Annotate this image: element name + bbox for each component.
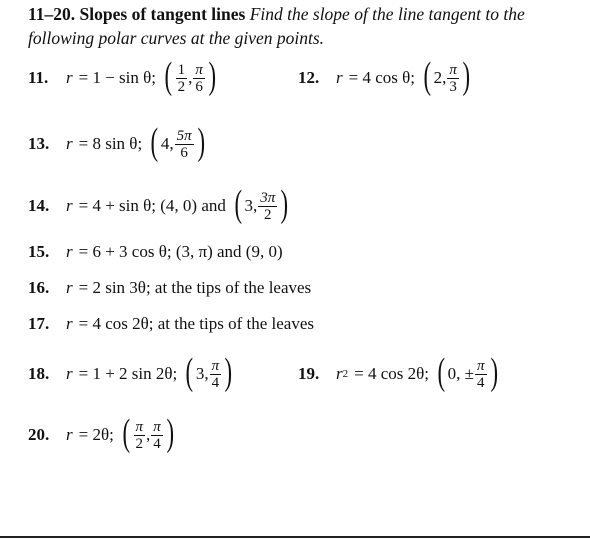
point: ( 3, $\frac{3\pi}{2}$ ) [234, 183, 289, 225]
var-r: r [66, 242, 73, 261]
problem-number: 11. [28, 68, 49, 87]
var-r: r [336, 364, 343, 383]
point: ( 3, $\frac{\pi}{4}$ ) [185, 351, 233, 393]
problem-11 [28, 55, 219, 98]
problem-number: 15. [28, 242, 50, 261]
problem-number: 20. [28, 425, 50, 444]
problem-18 [28, 351, 235, 394]
exercise-instruction: Find the slope of the line tangent to the following polar curves at the given points. [28, 4, 525, 48]
fraction: $\frac{\pi}{4}$ [211, 357, 220, 391]
equation: = 4 + sin θ; (4, 0) and [78, 196, 226, 215]
var-r: r [66, 278, 73, 297]
problem-number: 16. [28, 278, 50, 297]
problem-number: 12. [298, 68, 320, 87]
var-r: r [66, 68, 73, 87]
var-r: r [66, 196, 73, 215]
problem-14 [28, 183, 291, 226]
problem-number: 18. [28, 364, 50, 383]
equation: = 1 − sin θ; [78, 68, 157, 87]
var-r: r [66, 364, 73, 383]
problem-17 [28, 304, 314, 344]
fraction: $\frac{\pi}{6}$ [195, 61, 203, 95]
fraction: $\frac{\pi}{2}$ [135, 418, 144, 452]
problem-number: 13. [28, 134, 50, 153]
point: ( 2, $\frac{\pi}{3}$ ) [423, 55, 471, 97]
fraction: $\frac{\pi}{3}$ [449, 61, 457, 95]
equation: = 6 + 3 cos θ; (3, π) and (9, 0) [78, 242, 283, 261]
problem-20 [28, 412, 176, 455]
exercise-header [28, 2, 584, 50]
exercise-title: Slopes of tangent lines [79, 4, 246, 24]
equation: = 4 cos 2θ; [354, 364, 429, 383]
equation: = 2 sin 3θ; at the tips of the leaves [78, 278, 312, 297]
problem-16 [28, 268, 311, 308]
equation: = 2θ; [78, 425, 114, 444]
equation: = 4 cos 2θ; at the tips of the leaves [78, 314, 314, 333]
problem-13 [28, 121, 207, 164]
fraction: $\frac{3\pi}{2}$ [260, 189, 276, 223]
problem-number: 19. [298, 364, 320, 383]
problem-19 [298, 351, 500, 394]
problem-12 [298, 55, 473, 98]
fraction: $\frac{1}{2}$ [177, 61, 186, 95]
var-r: r [66, 314, 73, 333]
fraction: $\frac{\pi}{4}$ [153, 418, 161, 452]
var-r: r [66, 425, 73, 444]
problem-15 [28, 232, 283, 272]
bottom-divider [0, 536, 590, 538]
point: ( $\frac{\pi}{2}$ , $\frac{\pi}{4}$ ) [122, 412, 174, 454]
equation: = 1 + 2 sin 2θ; [78, 364, 178, 383]
equation: = 8 sin θ; [78, 134, 143, 153]
exercise-range: 11–20. [28, 4, 76, 24]
point: ( $\frac{1}{2}$ , $\frac{\pi}{6}$ ) [164, 55, 217, 97]
fraction: $\frac{5\pi}{6}$ [176, 127, 192, 161]
point: ( 4, $\frac{5\pi}{6}$ ) [150, 121, 205, 163]
exponent: 2 [342, 368, 349, 380]
var-r: r [336, 68, 343, 87]
problem-number: 14. [28, 196, 50, 215]
var-r: r [66, 134, 73, 153]
problem-number: 17. [28, 314, 50, 333]
fraction: $\frac{\pi}{4}$ [477, 357, 485, 391]
point: ( 0, ± $\frac{\pi}{4}$ ) [437, 351, 498, 393]
equation: = 4 cos θ; [348, 68, 415, 87]
